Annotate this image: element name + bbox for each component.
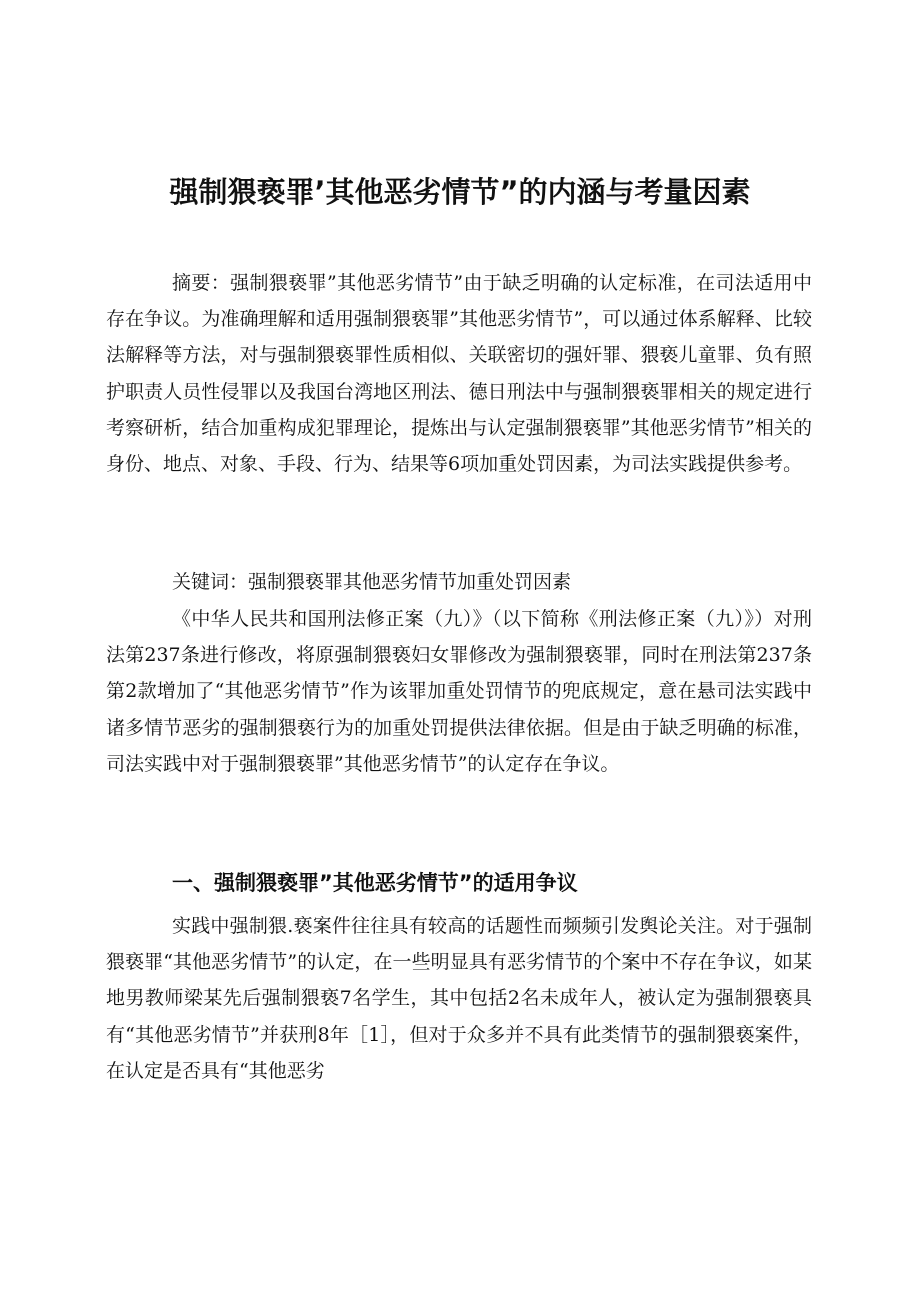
keywords-line: 关键词：强制猥亵罪其他恶劣情节加重处罚因素 <box>172 571 572 593</box>
body-paragraph-1: 《中华人民共和国刑法修正案（九）》（以下简称《刑法修正案（九）》）对刑法第237条进行修改，将原强制猥亵妇女罪修改为强制猥亵罪，同时在刑法第237条第2款增加了“其他恶劣情节”作为该罪加重处罚情节的兜底规定，意在悬司法实践中诸多情节恶劣的强制猥亵行为的加重处罚提供法律依据。但是由于缺乏明确的标准，司法实践中对于强制猥亵罪”其他恶劣情节”的认定存在争议。 <box>106 608 812 775</box>
document-title: 强制猥亵罪’其他恶劣情节”的内涵与考量因素 <box>169 175 751 209</box>
abstract-paragraph: 摘要：强制猥亵罪”其他恶劣情节”由于缺乏明确的认定标准，在司法适用中存在争议。为准确理解和适用强制猥亵罪”其他恶劣情节”，可以通过体系解释、比较法解释等方法，对与强制猥亵罪性质相似、关联密切的强奸罪、猥亵儿童罪、负有照护职责人员性侵罪以及我国台湾地区刑法、德日刑法中与强制猥亵罪相关的规定进行考察研析，结合加重构成犯罪理论，提炼出与认定强制猥亵罪”其他恶劣情节”相关的身份、地点、对象、手段、行为、结果等6项加重处罚因素，为司法实践提供参考。 <box>106 272 812 476</box>
section-heading: 一、强制猥亵罪”其他恶劣情节”的适用争议 <box>172 871 578 895</box>
body-paragraph-2: 实践中强制猥.亵案件往往具有较高的话题性而频频引发舆论关注。对于强制猥亵罪“其他恶劣情节”的认定，在一些明显具有恶劣情节的个案中不存在争议，如某地男教师梁某先后强制猥亵7名学生，其中包括2名未成年人，被认定为强制猥亵具有“其他恶劣情节”并获刑8年［1］，但对于众多并不具有此类情节的强制猥亵案件，在认定是否具有“其他恶劣 <box>106 915 812 1082</box>
